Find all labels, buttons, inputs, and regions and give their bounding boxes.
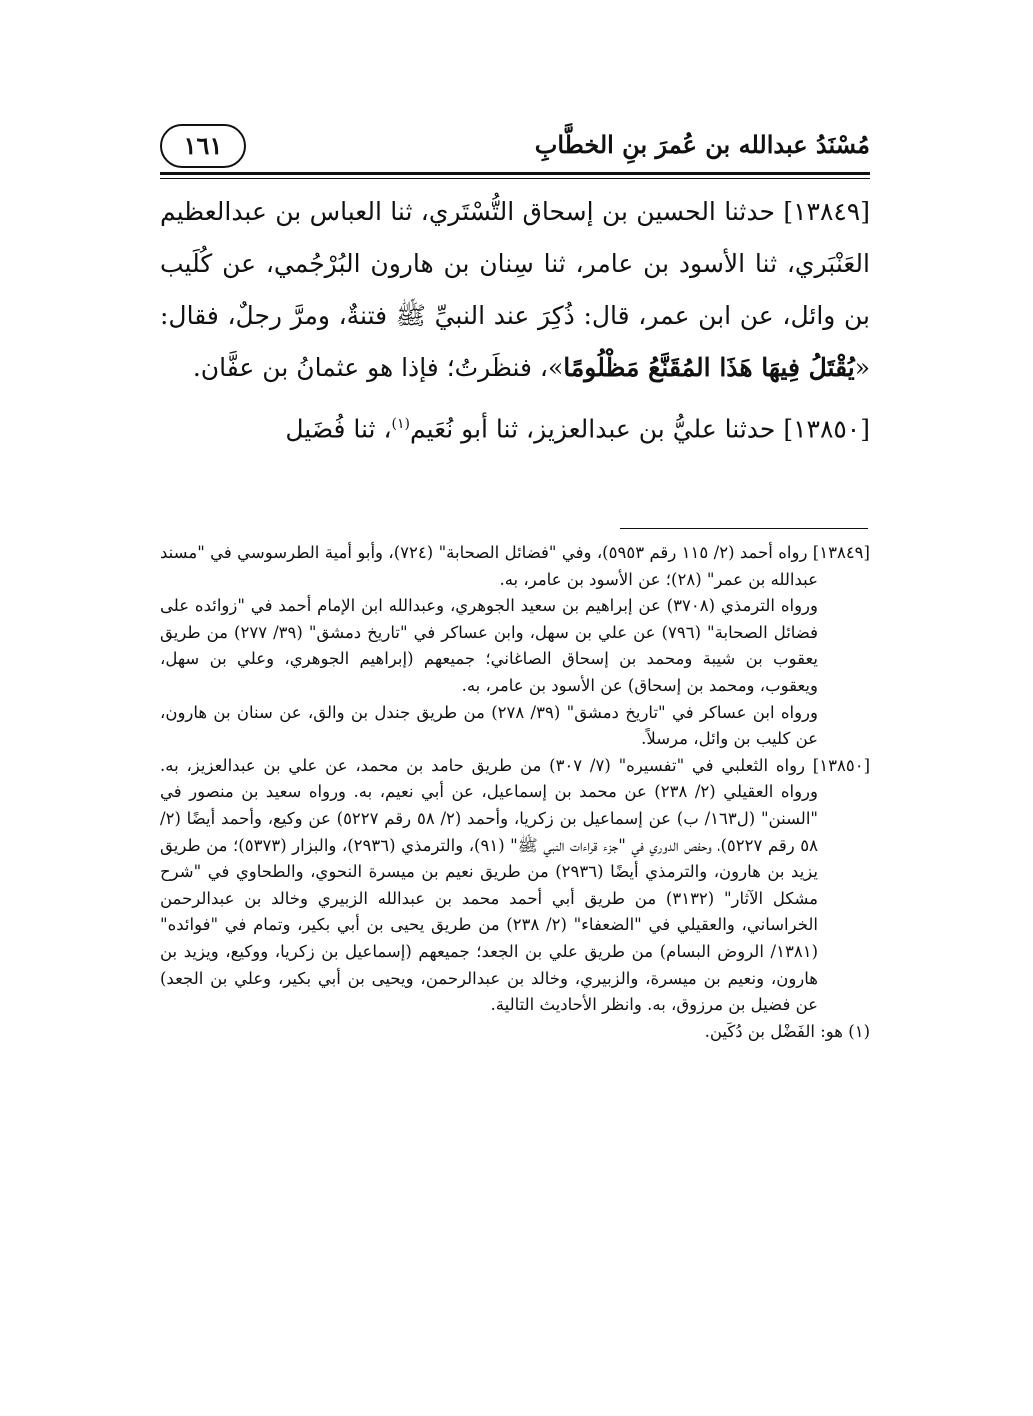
footnote-separator (620, 528, 868, 529)
hadith-text: حدثنا عليُّ بن عبدالعزيز، ثنا أبو نُعَيم (410, 414, 784, 444)
hadith-text-end: ، ثنا فُضَيل (285, 414, 392, 444)
main-text (160, 186, 870, 455)
note-13850: [١٣٨٥٠] رواه الثعلبي في "تفسيره" (٧/ ٣٠٧) من طريق حامد بن محمد، عن علي بن عبدالعزيز، به. ورواه العقيلي (٢/ ٢٣٨) عن محمد بن إسماعيل، عن أبي نعيم، به. ورواه سعيد بن منصور في "السنن" (ل١٦٣/ ب) عن إسماعيل بن زكريا، وأحمد (٢/ ٥٨ رقم ٥٢٢٧) عن وكيع، وأحمد أيضًا (٢/ ٥٨ رقم ٥٢٢٧)، وحفص الدوري في "جزء قراءات النبي ﷺ" (٩١)، والترمذي (٢٩٣٦)، والبزار (٥٣٧٣)؛ من طريق يزيد بن هارون، والترمذي أيضًا (٢٩٣٦) من طريق نعيم بن ميسرة النحوي، والطحاوي في "شرح مشكل الآثار" (٣١٣٢) من طريق أبي أحمد محمد بن عبدالله الزبيري وخالد بن عبدالرحمن الخراساني، والعقيلي في "الضعفاء" (٢/ ٢٣٨) من طريق يحيى بن أبي بكير، وتمام في "فوائده" (١٣٨١/ الروض البسام) من طريق علي بن الجعد؛ جميعهم (إسماعيل بن زكريا، ووكيع، ويزيد بن هارون، ونعيم بن ميسرة، والزبيري، وخالد بن عبدالرحمن، ويحيى بن أبي بكير، وعلي بن الجعد) عن فضيل بن مرزوق، به. وانظر الأحاديث التالية. (160, 755, 870, 1015)
hadith-text: حدثنا الحسين بن إسحاق التُّسْتَري، ثنا العباس بن عبدالعظيم العَنْبَري، ثنا الأسود بن عامر، ثنا سِنان بن هارون البُرْجُمي، عن كُلَيب بن وائل، عن ابن عمر، قال: ذُكِرَ عند النبيِّ ﷺ فتنةٌ، ومرَّ رجلٌ، فقال: « (160, 197, 870, 382)
hadith-13849 (160, 186, 870, 394)
note-13849-mursal: ورواه ابن عساكر في "تاريخ دمشق" (٣٩/ ٢٧٨) من طريق جندل بن والق، عن سنان بن هارون، عن كليب بن وائل، مرسلاً. (160, 702, 818, 749)
header-rule-thin (160, 178, 870, 179)
hadith-13850 (160, 398, 870, 455)
note-13849-more: ورواه الترمذي (٣٧٠٨) عن إبراهيم بن سعيد الجوهري، وعبدالله ابن الإمام أحمد في "زوائده على فضائل الصحابة" (٧٩٦) عن علي بن سهل، وابن عساكر في "تاريخ دمشق" (٣٩/ ٢٧٧) من طريق يعقوب بن شيبة ومحمد بن إسحاق الصاغاني؛ جميعهم (إبراهيم الجوهري، وعلي بن سهل، ويعقوب، ومحمد بن إسحاق) عن الأسود بن عامر، به. (160, 596, 819, 695)
footnote-marker: (١) (391, 416, 411, 432)
note-13849: [١٣٨٤٩] رواه أحمد (٢/ ١١٥ رقم ٥٩٥٣)، وفي "فضائل الصحابة" (٧٢٤)، وأبو أمية الطرسوسي في "مسند عبدالله بن عمر" (٢٨)؛ عن الأسود بن عامر، به. (160, 543, 870, 589)
hadith-number: [١٣٨٤٩] (783, 197, 870, 226)
hadith-number: [١٣٨٥٠] (783, 414, 870, 444)
page-header (160, 120, 870, 170)
header-rule (160, 172, 870, 175)
footnote-1: (١) هو: الفَضْل بن دُكَين. (704, 1021, 870, 1041)
footnotes (160, 540, 870, 1045)
page-number-badge: ١٦١ (160, 124, 246, 168)
hadith-text-end: »، فنظَرتُ؛ فإذا هو عثمانُ بن عفَّان. (192, 353, 564, 382)
prophetic-saying: يُقْتَلُ فِيهَا هَذَا المُقَنَّعُ مَظْلُومًا (563, 353, 855, 382)
running-title: مُسْنَدُ عبدالله بن عُمرَ بنِ الخطَّابِ (534, 130, 870, 159)
